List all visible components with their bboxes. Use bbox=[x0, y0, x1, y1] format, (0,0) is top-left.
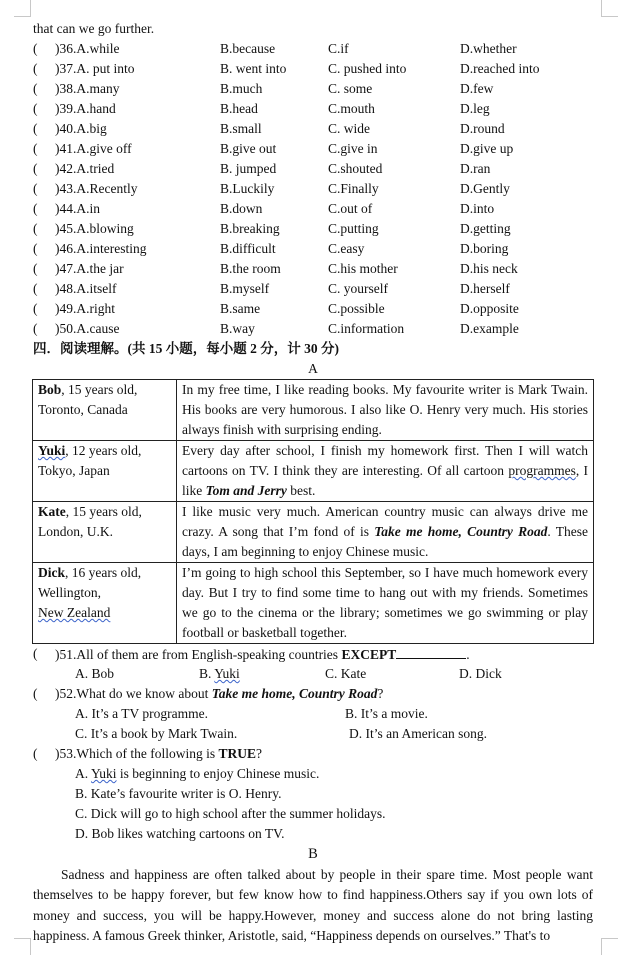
option-d: D.opposite bbox=[460, 301, 519, 316]
person-info-cell: Bob, 15 years old, Toronto, Canada bbox=[33, 380, 177, 441]
option-c: C.his mother bbox=[328, 261, 398, 276]
question-number-option-a: )46.A.interesting bbox=[55, 241, 147, 256]
option-d: D.give up bbox=[460, 141, 514, 156]
question-53-option-d: D. Bob likes watching cartoons on TV. bbox=[75, 826, 285, 841]
passage-a-label: A bbox=[308, 361, 318, 376]
passage-b-text: Sadness and happiness are often talked about by people in their spare time. Most people want themselves to be happy forever, but few know how to find happiness.Others say if you own lots of money and success, you will be happy.However, money and success alone do not bring lasting happiness. A famous Greek thinker, Aristotle, said, “Happiness depends on ourselves.” That's to bbox=[33, 867, 593, 943]
answer-blank bbox=[396, 644, 466, 659]
option-d: D.leg bbox=[460, 101, 490, 116]
question-number-option-a: )42.A.tried bbox=[55, 161, 115, 176]
option-b: B.difficult bbox=[220, 241, 276, 256]
option-c: C.give in bbox=[328, 141, 378, 156]
cloze-question bbox=[33, 179, 593, 199]
exam-page bbox=[33, 19, 593, 946]
cloze-question bbox=[33, 239, 593, 259]
person-statement-cell: In my free time, I like reading books. My favourite writer is Mark Twain. His books are very humorous. I also like O. Henry very much. His stories always finish with surprising ending. bbox=[177, 380, 594, 441]
option-d: D.whether bbox=[460, 41, 517, 56]
option-c: C.information bbox=[328, 321, 405, 336]
cloze-question bbox=[33, 159, 593, 179]
page-corner-mark bbox=[601, 938, 618, 955]
cloze-question-list bbox=[33, 39, 593, 339]
question-number-option-a: )36.A.while bbox=[55, 41, 120, 56]
passage-a-row bbox=[33, 380, 594, 441]
section-4-title: 四．阅读理解。(共 15 小题，每小题 2 分，计 30 分) bbox=[33, 341, 339, 356]
option-d: D.getting bbox=[460, 221, 511, 236]
passage-a-row bbox=[33, 502, 594, 563]
option-c: C.easy bbox=[328, 241, 365, 256]
passage-a-row bbox=[33, 441, 594, 502]
question-number-option-a: )44.A.in bbox=[55, 201, 100, 216]
passage-b-label: B bbox=[308, 846, 318, 862]
answer-paren: ( bbox=[33, 281, 38, 296]
cloze-question bbox=[33, 259, 593, 279]
answer-paren: ( bbox=[33, 161, 38, 176]
option-b: B. jumped bbox=[220, 161, 277, 176]
question-stem: )53.Which of the following is TRUE? bbox=[55, 746, 262, 761]
answer-paren: ( bbox=[33, 686, 38, 701]
answer-paren: ( bbox=[33, 301, 38, 316]
answer-paren: ( bbox=[33, 746, 38, 761]
option-d: D. Dick bbox=[459, 666, 502, 681]
cloze-question bbox=[33, 219, 593, 239]
option-c: C.mouth bbox=[328, 101, 375, 116]
option-c: C. yourself bbox=[328, 281, 388, 296]
question-number-option-a: )41.A.give off bbox=[55, 141, 132, 156]
answer-paren: ( bbox=[33, 261, 38, 276]
passage-a-table bbox=[32, 379, 594, 644]
question-53-option-c: C. Dick will go to high school after the summer holidays. bbox=[75, 806, 386, 821]
answer-paren: ( bbox=[33, 141, 38, 156]
option-c: C.Finally bbox=[328, 181, 379, 196]
person-name: Bob bbox=[38, 382, 62, 397]
answer-paren: ( bbox=[33, 181, 38, 196]
question-number-option-a: )47.A.the jar bbox=[55, 261, 124, 276]
option-d: D.example bbox=[460, 321, 519, 336]
option-c: C. It’s a book by Mark Twain. bbox=[75, 726, 238, 741]
option-c: C. wide bbox=[328, 121, 370, 136]
question-51-options bbox=[33, 664, 593, 684]
option-c: C. Kate bbox=[325, 666, 367, 681]
option-d: D.ran bbox=[460, 161, 491, 176]
option-a: A. It’s a TV programme. bbox=[75, 706, 208, 721]
question-stem: )52.What do we know about Take me home, Country Road? bbox=[55, 686, 384, 701]
question-number-option-a: )50.A.cause bbox=[55, 321, 120, 336]
option-b: B.the room bbox=[220, 261, 281, 276]
question-53-option-b: B. Kate’s favourite writer is O. Henry. bbox=[75, 786, 282, 801]
answer-paren: ( bbox=[33, 646, 38, 661]
option-b: B.because bbox=[220, 41, 276, 56]
cloze-question bbox=[33, 39, 593, 59]
option-c: C.out of bbox=[328, 201, 373, 216]
cloze-question bbox=[33, 59, 593, 79]
passage-a-row bbox=[33, 563, 594, 644]
page-corner-mark bbox=[601, 0, 618, 17]
option-a: A. Bob bbox=[75, 666, 115, 681]
option-b: B. went into bbox=[220, 61, 287, 76]
option-d: D.few bbox=[460, 81, 494, 96]
option-d: D.boring bbox=[460, 241, 509, 256]
option-c: C.if bbox=[328, 41, 349, 56]
cloze-question bbox=[33, 119, 593, 139]
cloze-question bbox=[33, 279, 593, 299]
answer-paren: ( bbox=[33, 201, 38, 216]
question-52-options-cd bbox=[33, 724, 593, 744]
option-d: D.his neck bbox=[460, 261, 518, 276]
option-c: C.possible bbox=[328, 301, 385, 316]
person-info-cell: Dick, 16 years old, Wellington, New Zealand bbox=[33, 563, 177, 644]
answer-paren: ( bbox=[33, 101, 38, 116]
answer-paren: ( bbox=[33, 241, 38, 256]
option-c: C. pushed into bbox=[328, 61, 407, 76]
person-name: Kate bbox=[38, 504, 66, 519]
cloze-question bbox=[33, 79, 593, 99]
question-number-option-a: )40.A.big bbox=[55, 121, 107, 136]
option-b: B.down bbox=[220, 201, 263, 216]
option-d: D.Gently bbox=[460, 181, 510, 196]
option-b: B.much bbox=[220, 81, 263, 96]
answer-paren: ( bbox=[33, 121, 38, 136]
option-b: B.give out bbox=[220, 141, 277, 156]
cloze-question bbox=[33, 139, 593, 159]
option-c: C.putting bbox=[328, 221, 379, 236]
option-d: D.into bbox=[460, 201, 495, 216]
option-c: C. some bbox=[328, 81, 373, 96]
question-number-option-a: )48.A.itself bbox=[55, 281, 117, 296]
option-b: B. Yuki bbox=[199, 666, 240, 681]
option-d: D.round bbox=[460, 121, 505, 136]
option-b: B.myself bbox=[220, 281, 270, 296]
answer-paren: ( bbox=[33, 61, 38, 76]
question-number-option-a: )39.A.hand bbox=[55, 101, 116, 116]
option-b: B.same bbox=[220, 301, 261, 316]
option-b: B.head bbox=[220, 101, 258, 116]
option-d: D.reached into bbox=[460, 61, 540, 76]
person-info-cell: Kate, 15 years old, London, U.K. bbox=[33, 502, 177, 563]
person-name: Yuki bbox=[38, 443, 66, 458]
option-d: D. It’s an American song. bbox=[349, 726, 487, 741]
answer-paren: ( bbox=[33, 221, 38, 236]
option-b: B.way bbox=[220, 321, 255, 336]
question-51 bbox=[33, 644, 593, 664]
person-statement-cell: Every day after school, I finish my homework first. Then I will watch cartoons on TV. I think they are interesting. Of all cartoon programmes, I like Tom and Jerry best. bbox=[177, 441, 594, 502]
person-statement-cell: I’m going to high school this September, so I have much homework every day. But I try to find some time to hang out with my friends. Sometimes we go to the cinema or the library; sometimes we go swimming or play football or basketball together. bbox=[177, 563, 594, 644]
cloze-question bbox=[33, 319, 593, 339]
person-name: Dick bbox=[38, 565, 65, 580]
question-53 bbox=[33, 744, 593, 764]
question-52-options-ab bbox=[33, 704, 593, 724]
question-stem: )51.All of them are from English-speaking countries EXCEPT . bbox=[55, 644, 470, 665]
question-number-option-a: )45.A.blowing bbox=[55, 221, 134, 236]
cloze-question bbox=[33, 99, 593, 119]
page-corner-mark bbox=[14, 0, 31, 17]
option-d: D.herself bbox=[460, 281, 510, 296]
answer-paren: ( bbox=[33, 321, 38, 336]
question-number-option-a: )37.A. put into bbox=[55, 61, 135, 76]
option-b: B.breaking bbox=[220, 221, 280, 236]
person-statement-cell: I like music very much. American country music can always drive me crazy. A song that I’m fond of is Take me home, Country Road. These days, I am beginning to enjoy Chinese music. bbox=[177, 502, 594, 563]
question-number-option-a: )38.A.many bbox=[55, 81, 120, 96]
option-b: B. It’s a movie. bbox=[345, 706, 428, 721]
answer-paren: ( bbox=[33, 41, 38, 56]
option-b: B.Luckily bbox=[220, 181, 275, 196]
option-b: B.small bbox=[220, 121, 262, 136]
question-53-option-a: A. Yuki is beginning to enjoy Chinese music. bbox=[75, 766, 320, 781]
intro-line: that can we go further. bbox=[33, 21, 155, 36]
page-corner-mark bbox=[14, 938, 31, 955]
answer-paren: ( bbox=[33, 81, 38, 96]
person-info-cell: Yuki, 12 years old, Tokyo, Japan bbox=[33, 441, 177, 502]
question-52 bbox=[33, 684, 593, 704]
question-number-option-a: )43.A.Recently bbox=[55, 181, 138, 196]
question-number-option-a: )49.A.right bbox=[55, 301, 115, 316]
option-c: C.shouted bbox=[328, 161, 383, 176]
cloze-question bbox=[33, 299, 593, 319]
cloze-question bbox=[33, 199, 593, 219]
